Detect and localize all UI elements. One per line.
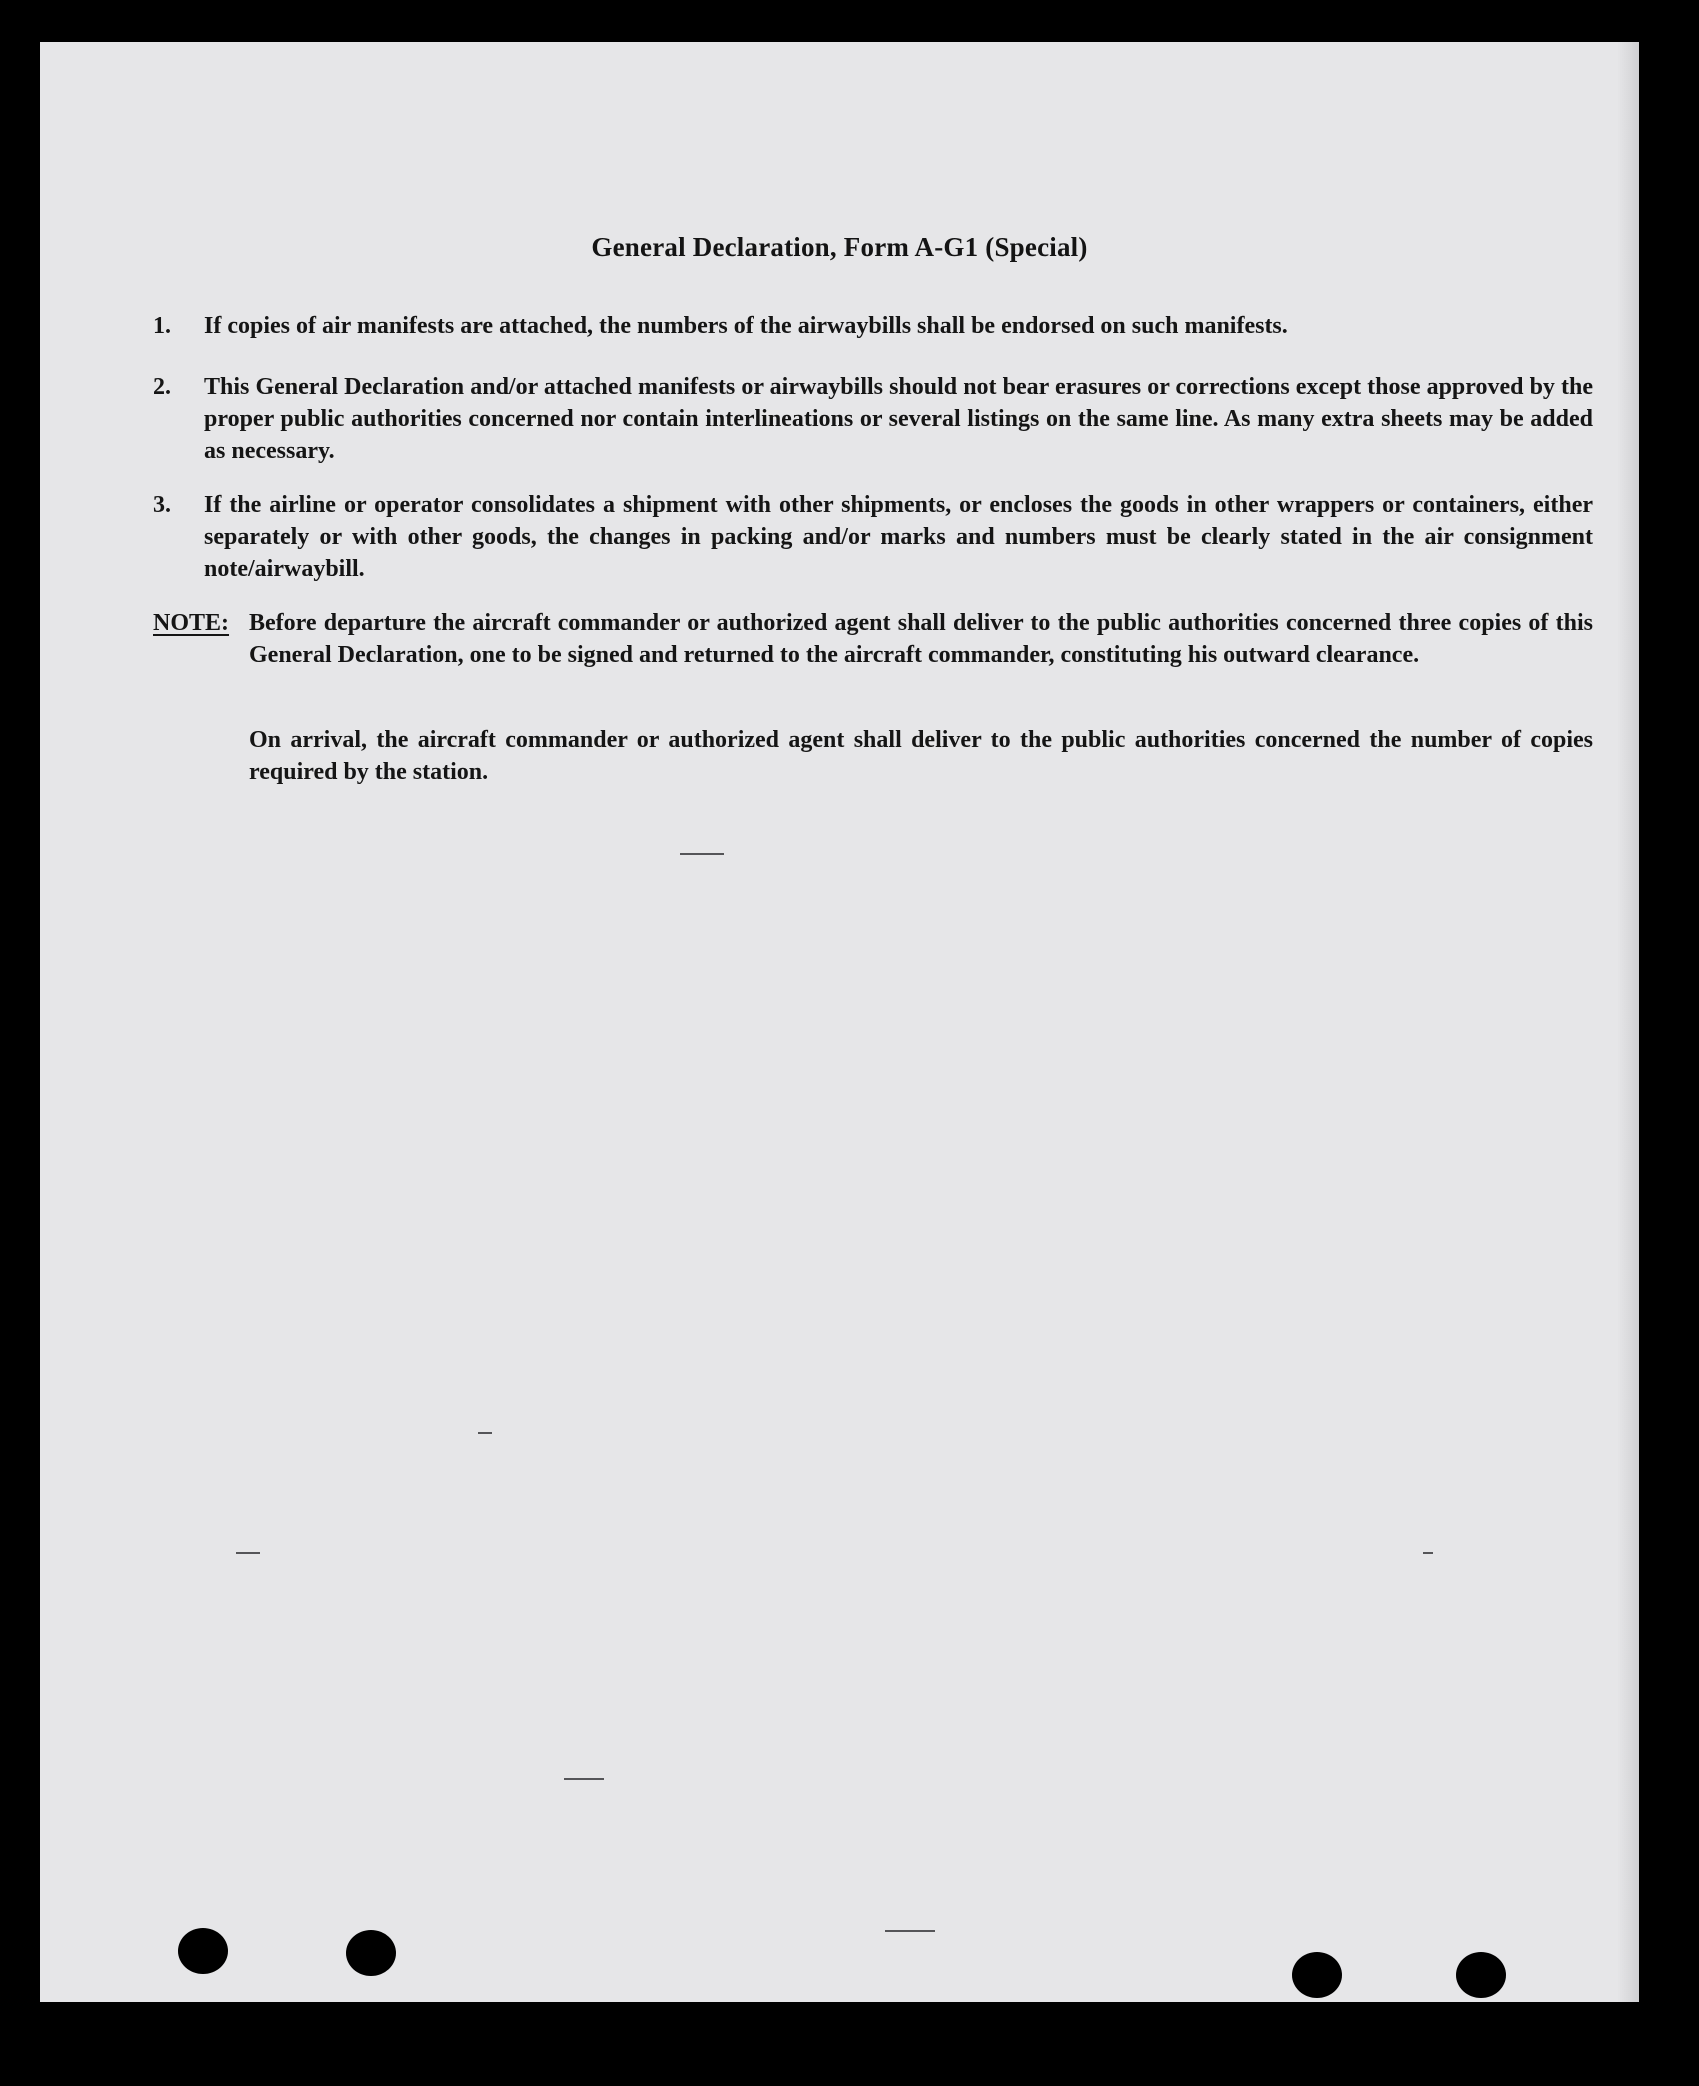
- paper-mark: [564, 1778, 604, 1780]
- document-title: General Declaration, Form A-G1 (Special): [591, 232, 1088, 262]
- paper-mark: [680, 853, 724, 855]
- note-second-paragraph: On arrival, the aircraft commander or authorized agent shall deliver to the public authorities concerned the number of copies required by the station.: [249, 727, 1593, 785]
- paper-mark: [236, 1552, 260, 1554]
- punch-hole: [346, 1930, 396, 1976]
- punch-hole: [178, 1928, 228, 1974]
- item-number: 3.: [153, 492, 171, 518]
- list-item: [153, 310, 1593, 342]
- list-item: [153, 371, 1593, 467]
- list-item: [153, 489, 1593, 585]
- paper-mark: [1423, 1552, 1433, 1554]
- item-number: 1.: [153, 313, 171, 339]
- item-text: If the airline or operator consolidates a shipment with other shipments, or encloses the goods in other wrappers or containers, either separately or with other goods, the changes in packing and/or marks and numbers must be clearly stated in the air consignment note/airwaybill.: [204, 492, 1593, 582]
- page-edge-shadow: [1617, 42, 1639, 2002]
- punch-hole: [1456, 1952, 1506, 1998]
- item-number: 2.: [153, 374, 171, 400]
- punch-hole: [1292, 1952, 1342, 1998]
- paper-mark: [478, 1432, 492, 1434]
- item-text: This General Declaration and/or attached manifests or airwaybills should not bear erasures or corrections except those approved by the proper public authorities concerned nor contain interlineations or several listings on the same line. As many extra sheets may be added as necessary.: [204, 374, 1593, 464]
- item-text: If copies of air manifests are attached, the numbers of the airwaybills shall be endorsed on such manifests.: [204, 313, 1288, 339]
- paper-mark: [885, 1930, 935, 1932]
- document-page: [40, 42, 1639, 2002]
- note-label: NOTE:: [153, 610, 230, 636]
- note-section: [153, 607, 1593, 671]
- note-text: Before departure the aircraft commander or authorized agent shall deliver to the public authorities concerned three copies of this General Declaration, one to be signed and returned to the aircraft commander, constituting his outward clearance.: [249, 610, 1593, 668]
